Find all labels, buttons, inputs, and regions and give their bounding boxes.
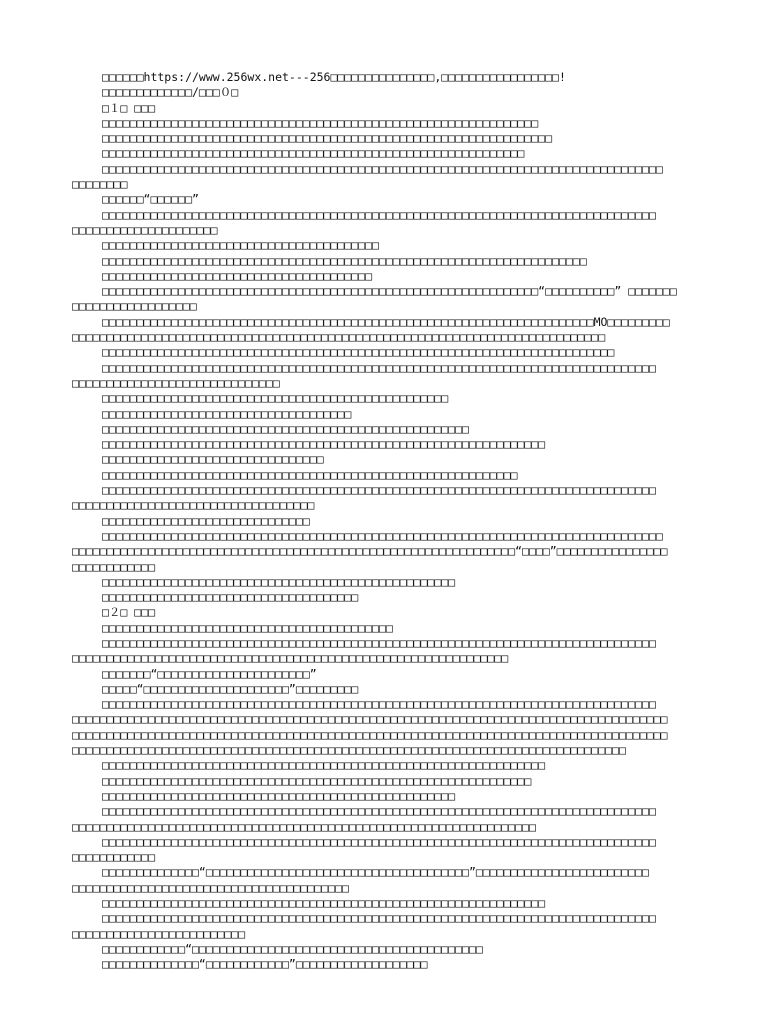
text-line: □□□□□□□□□□□□□□□□□□□□□□□□□□□□□□□□□□□□□□□□□□□□□□□□□□□□□□□□□□□□□□□□□□□□□□□□□□□□□: [72, 330, 606, 345]
text-line: □□□□□□□□□□□□□□□□□□□□□□□□□□□□□□□□□□□□□□□□□□□□□□□□□□□□□□□□□□□□□□□□□□□□□□□□□□□□□□□□: [102, 635, 656, 650]
text-line: □□□□□□□□□□□□□□□□□□□□□□□□□□□□□□□□□□□□□□□: [102, 268, 373, 283]
text-line: □□□□□□□□□□□□□□□□□□□□□□□□□□□□□□□□□□□□□□□□□□□□□□□□□□□: [102, 788, 456, 803]
text-line: □□□□□□□□□□□□□□□□□□□□□□□□□□□□□□□□□□□□□□□□□□□□□□□□□□□□□□□□□□□□: [102, 467, 518, 482]
text-line: □□□□□□□□□□□□□□□□□□□□□□□□□□□□□□□□□□□□□□□□□□□□□□□□□□□□□□□□□□□□□□□□□□□□□□□□□□□□□□□□: [102, 207, 656, 222]
text-line: □□□□□□□□□□□□□□□□□□□□□□□□□□□□□□□□□□□□□□□□□□□□□□□□□□□□□□□□□□□□□□□□□□□□□□□□□□□□□□□□□□□□□□: [72, 727, 668, 742]
text-line: □□□□□□□□□□□□□□“□□□□□□□□□□□□”□□□□□□□□□□□□□□□□□□□: [102, 957, 428, 972]
text-line: □□□□□□□“□□□□□□□□□□□□□□□□□□□□□□”: [102, 666, 317, 681]
text-line: □□□□□□□□□□□□□□□□□□□□□□□□□□□□□□□□□□□□□□□□□□□□□□□□□□□□□□□□□□□□□□□□□□□□□□□□□□□□□□□□□: [102, 161, 663, 176]
text-line: □□□□□□□□□□□□□□□□□□□□□□□□□□□□□□□□□□□□□□□□□□□□□□□□□□□□□□□□□□□□□□□□□: [102, 131, 553, 146]
document-page: [72, 70, 706, 973]
text-line: □□□□□□□□□□□□□□□□□□□□□□□□□□□□□□□□□□□□□□□□□□□□□□□□□□□□□□□□□□□□□□□□□□□□□□: [102, 253, 587, 268]
text-line: □□□□□□https://www.256wx.net---256□□□□□□□□□□□□□□□,□□□□□□□□□□□□□□□□□!: [102, 70, 566, 84]
text-line: □□□□□□□□□□□□□□□□□□□□□□□□□□□□□□□□□□□□□□□□□□□□□□□□□□□□□□□□□□□□□□□: [72, 651, 509, 666]
text-line: □１□ □□□: [102, 100, 156, 115]
text-line: □□□□□□□□□□□□□□□□□□□□□□□□□□□□□□□□□□□□□□□□□□□□□□□□□□□□□□□□□□□□□□□□□□□□□□□□□□□□□□□□: [102, 911, 656, 926]
text-line: □□□□□□□□□□□□□□□□□□□□□□□□□□□□□□□□□□□□□□□□□□□□□□□□□□□□□□□□□□□□□□□“□□□□□□□□□□” □□□□□□□: [102, 284, 677, 299]
text-line: □□□□□□□□□□□□□□□□□□□□□□□□□□□□□□□□□□□□□□□□□□□□□□□□□□□□□□□□□□□□□□□□□□□□□□□□□□□□□□□□: [102, 483, 656, 498]
text-line: □□□□□□□□□□□□□□□□□□□□□□□□□□□□□□□□□□□□□□□□□□□□□□□□□□□□□□□□□□□□□□□□□□□: [72, 819, 536, 834]
text-line: □□□□□□□□□□□□□□“□□□□□□□□□□□□□□□□□□□□□□□□□□□□□□□□□□□□□□”□□□□□□□□□□□□□□□□□□□□□□□□□: [102, 865, 649, 880]
text-line: □□□□□□□□□□□□: [72, 559, 156, 574]
text-line: □□□□□□□□□□□□□□□□□□□□□□□□□□□□□□□□□□□□□□□□□□□□□□□□□□□□□□□□□□□□□□□□: [102, 896, 546, 911]
text-line: □□□□□□□□: [72, 177, 128, 192]
text-line: □□□□□□□□□□□□□□□□□□□□□□□□□□□□□□□□□□□□□□□□□□□□□□□□□□□□□□□□□□□□□□: [102, 773, 532, 788]
text-line: □□□□□□“□□□□□□”: [102, 192, 199, 207]
text-line: □□□□□□□□□□□□□□□□□□□□□□□□□□□□□□□□□□□□□□□□□□□□□□□□□□□□□□□□□□□□□□□□□□□□□□□□□□□□□□□□: [102, 834, 656, 849]
text-line: □□□□□□□□□□□□□□□□□□□□□□□□□□□□□□□□□□□□□□□□□□□□□□□□□□□□□□□□□□□□□□□: [102, 115, 539, 130]
text-line: □□□□□□□□□□□□□□□□□□□□□□□□□□□□□□□□□□□□□□□□□□: [102, 620, 393, 635]
text-line: □□□□□□□□□□□□□□□□□□□□□□□□□□□□□□□□□□□□□□□□□□□□□□□□□□□□□□□□□□□□□□□□□□□□□□□□□□□□□□□□: [102, 697, 656, 712]
text-line: □□□□□□□□□□□□□□□□□□□□□□□□□□□□□□□□□□□□□□□□□□□□□□□□□□□□□□□□□□□□□□□□: [102, 758, 546, 773]
text-line: □□□□□□□□□□□□□□□□□□□□□□□□□□□□□□□□□□□□□□□□□□□□□□□□□□□□□□□□□□□□□□□□: [102, 437, 546, 452]
text-line: □□□□□□□□□□□□□□□□□□: [72, 299, 197, 314]
text-line: □□□□□□□□□□□□□□□□□□□□□□□□□□□□□□□□□□□□□□□□□□□□□□□□□□□: [102, 574, 456, 589]
text-line: □□□□□□□□□□□□□□□□□□□□□: [72, 222, 218, 237]
text-line: □□□□□□□□□□□□□□□□□□□□□□□□□□□□□□□□□□□□□□□□□□□□□□□□□□□□□□□□□□□□□□□□□□□□□□□□□□□□□□□□: [102, 360, 656, 375]
text-line: □□□□□□□□□□□□□□□□□□□□□□□□□□□□□□□□□□□□□□□□□□□□□□□□□□□□□□□□□□□□□□□□□□□□□□□□□□□□□□□□: [72, 743, 626, 758]
text-line: □□□□□□□□□□□□□□□□□□□□□□□□□□□□□□□□□□□□□□□□□□□□□□□□□□: [102, 391, 449, 406]
text-line: □□□□□□□□□□□□□□□□□□□□□□□□□□□□□□□□□□□□□□□□□□□□□□□□□□□□□□□□□□□□□: [102, 146, 525, 161]
text-line: □□□□□□□□□□□□□□□□□□□□□□□□□□□□□□□□□□□□□□□□□□□□□□□□□□□□□□□□□□□□□□□□“□□□□”□□□□□□□□□□□□□□□□: [72, 544, 668, 559]
text-line: □□□□□□□□□□□□□□□□□□□□□□□□□□□□□□□□□□□: [72, 498, 315, 513]
text-line: □２□ □□□: [102, 605, 156, 620]
text-line: □□□□□□□□□□□□□□□□□□□□□□□□□□□□□□□□□□□□□: [102, 590, 359, 605]
text-line: □□□□□□□□□□□□□□□□□□□□□□□□□: [72, 926, 246, 941]
text-line: □□□□□□□□□□□□□□□□□□□□□□□□□□□□□□□□□□□□□□□□□□□□□□□□□□□□□□□□□□□□□□□□□□□□□□□□□□□□□□□□□□□□□□: [72, 712, 668, 727]
text-line: □□□□□□□□□□□□: [72, 850, 156, 865]
text-line: □□□□□□□□□□□□□□□□□□□□□□□□□□□□□□: [72, 375, 280, 390]
text-line: □□□□□□□□□□□□□□□□□□□□□□□□□□□□□□□□□□□□□□□□□□□□□□□□□□□□□: [102, 421, 469, 436]
text-line: □□□□□□□□□□□□□□□□□□□□□□□□□□□□□□□□: [102, 452, 324, 467]
text-line: □□□□□□□□□□□□□□□□□□□□□□□□□□□□□□□□□□□□: [102, 406, 352, 421]
text-line: □□□□□□□□□□□□□/□□□０□: [102, 85, 239, 100]
text-line: □□□□□“□□□□□□□□□□□□□□□□□□□□□”□□□□□□□□□: [102, 681, 359, 696]
text-line: □□□□□□□□□□□□□□□□□□□□□□□□□□□□□□□□□□□□□□□□: [72, 880, 349, 895]
text-line: □□□□□□□□□□□□□□□□□□□□□□□□□□□□□□: [102, 513, 310, 528]
text-line: □□□□□□□□□□□□□□□□□□□□□□□□□□□□□□□□□□□□□□□□: [102, 238, 379, 253]
text-line: □□□□□□□□□□□□“□□□□□□□□□□□□□□□□□□□□□□□□□□□□□□□□□□□□□□□□□□: [102, 941, 483, 956]
text-line: □□□□□□□□□□□□□□□□□□□□□□□□□□□□□□□□□□□□□□□□□□□□□□□□□□□□□□□□□□□□□□□□□□□□□□□□□□□□□□□□: [102, 804, 656, 819]
text-line: □□□□□□□□□□□□□□□□□□□□□□□□□□□□□□□□□□□□□□□□□□□□□□□□□□□□□□□□□□□□□□□□□□□□□□□MO□□□□□□□□□: [102, 314, 670, 329]
text-line: □□□□□□□□□□□□□□□□□□□□□□□□□□□□□□□□□□□□□□□□□□□□□□□□□□□□□□□□□□□□□□□□□□□□□□□□□□□□□□□□□: [102, 528, 663, 543]
text-line: □□□□□□□□□□□□□□□□□□□□□□□□□□□□□□□□□□□□□□□□□□□□□□□□□□□□□□□□□□□□□□□□□□□□□□□□□□: [102, 345, 615, 360]
